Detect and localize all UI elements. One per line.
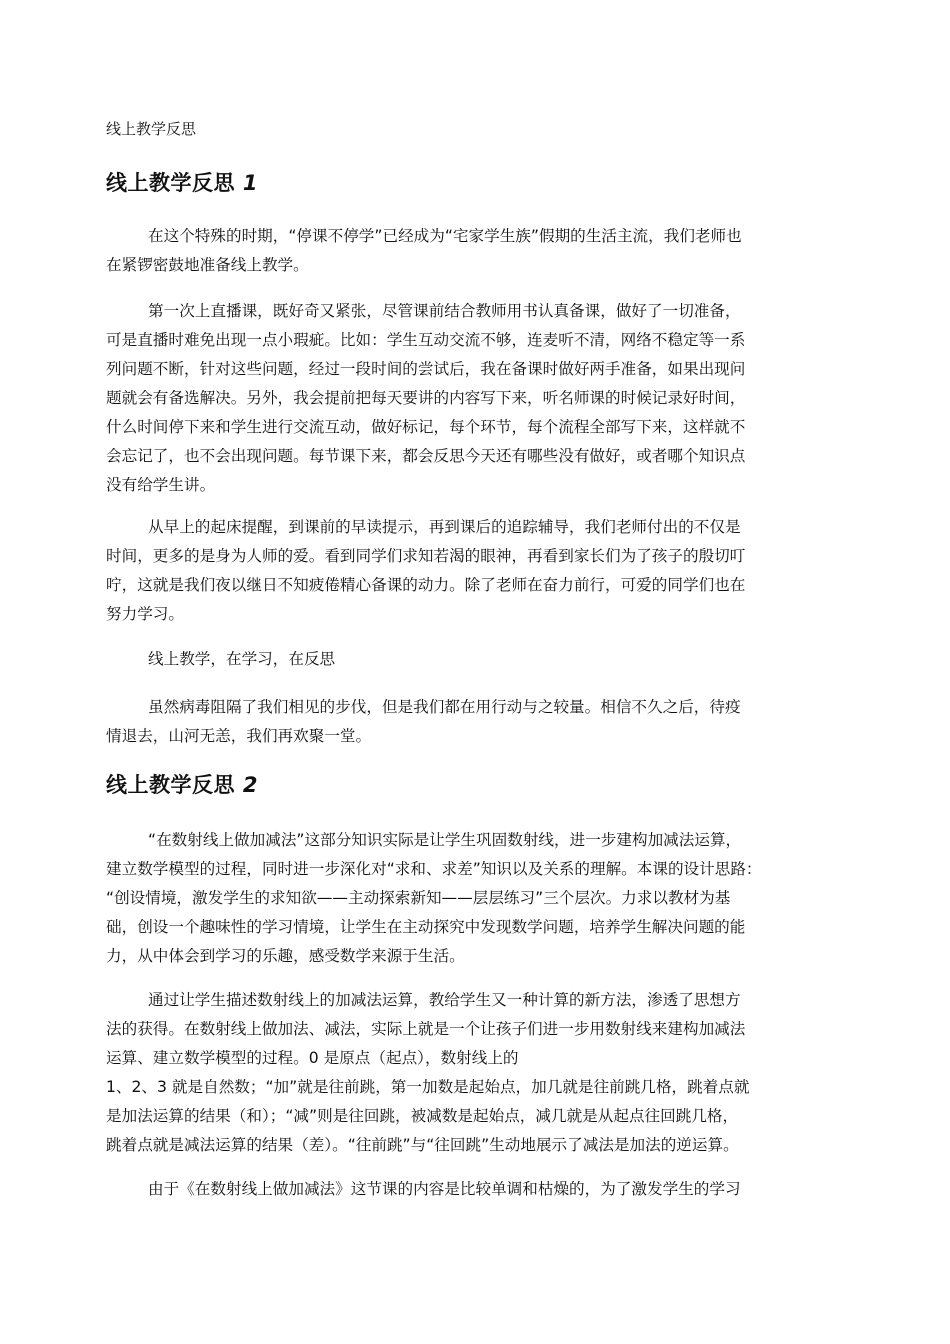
paragraph-line: 由于《在数射线上做加减法》这节课的内容是比较单调和枯燥的，为了激发学生的学习 xyxy=(148,1180,741,1198)
paragraph xyxy=(106,297,852,500)
paragraph-line: 什么时间停下来和学生进行交流互动，做好标记，每个环节，每个流程全部写下来，这样就不 xyxy=(106,418,746,436)
paragraph-line: 努力学习。 xyxy=(106,605,184,623)
paragraph xyxy=(106,826,852,971)
paragraph-line: “创设情境，激发学生的求知欲——主动探索新知——层层练习”三个层次。力求以教材为基 xyxy=(106,889,731,907)
paragraph-line: 通过让学生描述数射线上的加减法运算，教给学生又一种计算的新方法，渗透了思想方 xyxy=(148,991,741,1009)
paragraph-line: 础，创设一个趣味性的学习情境，让学生在主动探究中发现数学问题，培养学生解决问题的能 xyxy=(106,918,746,936)
paragraph-line: 从早上的起床提醒，到课前的早读提示，再到课后的追踪辅导，我们老师付出的不仅是 xyxy=(148,518,741,536)
paragraph-line: 第一次上直播课，既好奇又紧张，尽管课前结合教师用书认真备课，做好了一切准备， xyxy=(148,302,741,320)
paragraph xyxy=(106,1175,852,1204)
paragraph xyxy=(106,986,852,1160)
paragraph-line: 没有给学生讲。 xyxy=(106,476,216,494)
paragraph xyxy=(106,513,852,629)
section-heading-text: 线上教学反思 xyxy=(106,171,235,195)
paragraph xyxy=(106,693,852,751)
paragraph-line: 列问题不断，针对这些问题，经过一段时间的尝试后，我在备课时做好两手准备，如果出现问 xyxy=(106,360,746,378)
paragraph-line: 可是直播时难免出现一点小瑕疵。比如：学生互动交流不够，连麦听不清，网络不稳定等一系 xyxy=(106,331,746,349)
section-heading-text: 线上教学反思 xyxy=(106,773,235,797)
paragraph-line: 在这个特殊的时期，“停课不停学”已经成为“宅家学生族”假期的生活主流，我们老师也 xyxy=(148,227,742,245)
paragraph xyxy=(106,645,852,674)
paragraph-line: 时间，更多的是身为人师的爱。看到同学们求知若渴的眼神，再看到家长们为了孩子的殷切叮 xyxy=(106,547,746,565)
paragraph-line: 线上教学，在学习，在反思 xyxy=(148,650,336,668)
paragraph-line: 建立数学模型的过程，同时进一步深化对“求和、求差”知识以及关系的理解。本课的设计思路： xyxy=(106,860,762,878)
paragraph-line: 情退去，山河无恙，我们再欢聚一堂。 xyxy=(106,727,372,745)
paragraph-line: 1、2、3 就是自然数；“加”就是往前跳，第一加数是起始点，加几就是往前跳几格，跳着点就 xyxy=(106,1078,750,1096)
section-heading-number: 2 xyxy=(242,773,258,797)
section-heading-number: 1 xyxy=(242,171,258,195)
paragraph-line: 跳着点就是减法运算的结果（差）。“往前跳”与“往回跳”生动地展示了减法是加法的逆运算。 xyxy=(106,1136,739,1154)
section-heading-2 xyxy=(106,770,258,800)
paragraph-line: “在数射线上做加减法”这部分知识实际是让学生巩固数射线，进一步建构加减法运算， xyxy=(148,831,742,849)
paragraph-line: 力，从中体会到学习的乐趣，感受数学来源于生活。 xyxy=(106,947,465,965)
section-heading-1 xyxy=(106,168,258,198)
paragraph-line: 会忘记了，也不会出现问题。每节课下来，都会反思今天还有哪些没有做好，或者哪个知识点 xyxy=(106,447,746,465)
paragraph-line: 题就会有备选解决。另外，我会提前把每天要讲的内容写下来，听名师课的时候记录好时间， xyxy=(106,389,746,407)
paragraph-line: 虽然病毒阻隔了我们相见的步伐，但是我们都在用行动与之较量。相信不久之后，待疫 xyxy=(148,698,741,716)
paragraph-line: 运算、建立数学模型的过程。0 是原点（起点），数射线上的 xyxy=(106,1049,519,1067)
paragraph-line: 是加法运算的结果（和）；“减”则是往回跳，被减数是起始点，减几就是从起点往回跳几格， xyxy=(106,1107,739,1125)
paragraph-line: 法的获得。在数射线上做加法、减法，实际上就是一个让孩子们进一步用数射线来建构加减法 xyxy=(106,1020,746,1038)
paragraph-line: 咛，这就是我们夜以继日不知疲倦精心备课的动力。除了老师在奋力前行，可爱的同学们也在 xyxy=(106,576,746,594)
paragraph xyxy=(106,222,852,280)
document-title: 线上教学反思 xyxy=(106,120,197,138)
paragraph-line: 在紧锣密鼓地准备线上教学。 xyxy=(106,256,309,274)
